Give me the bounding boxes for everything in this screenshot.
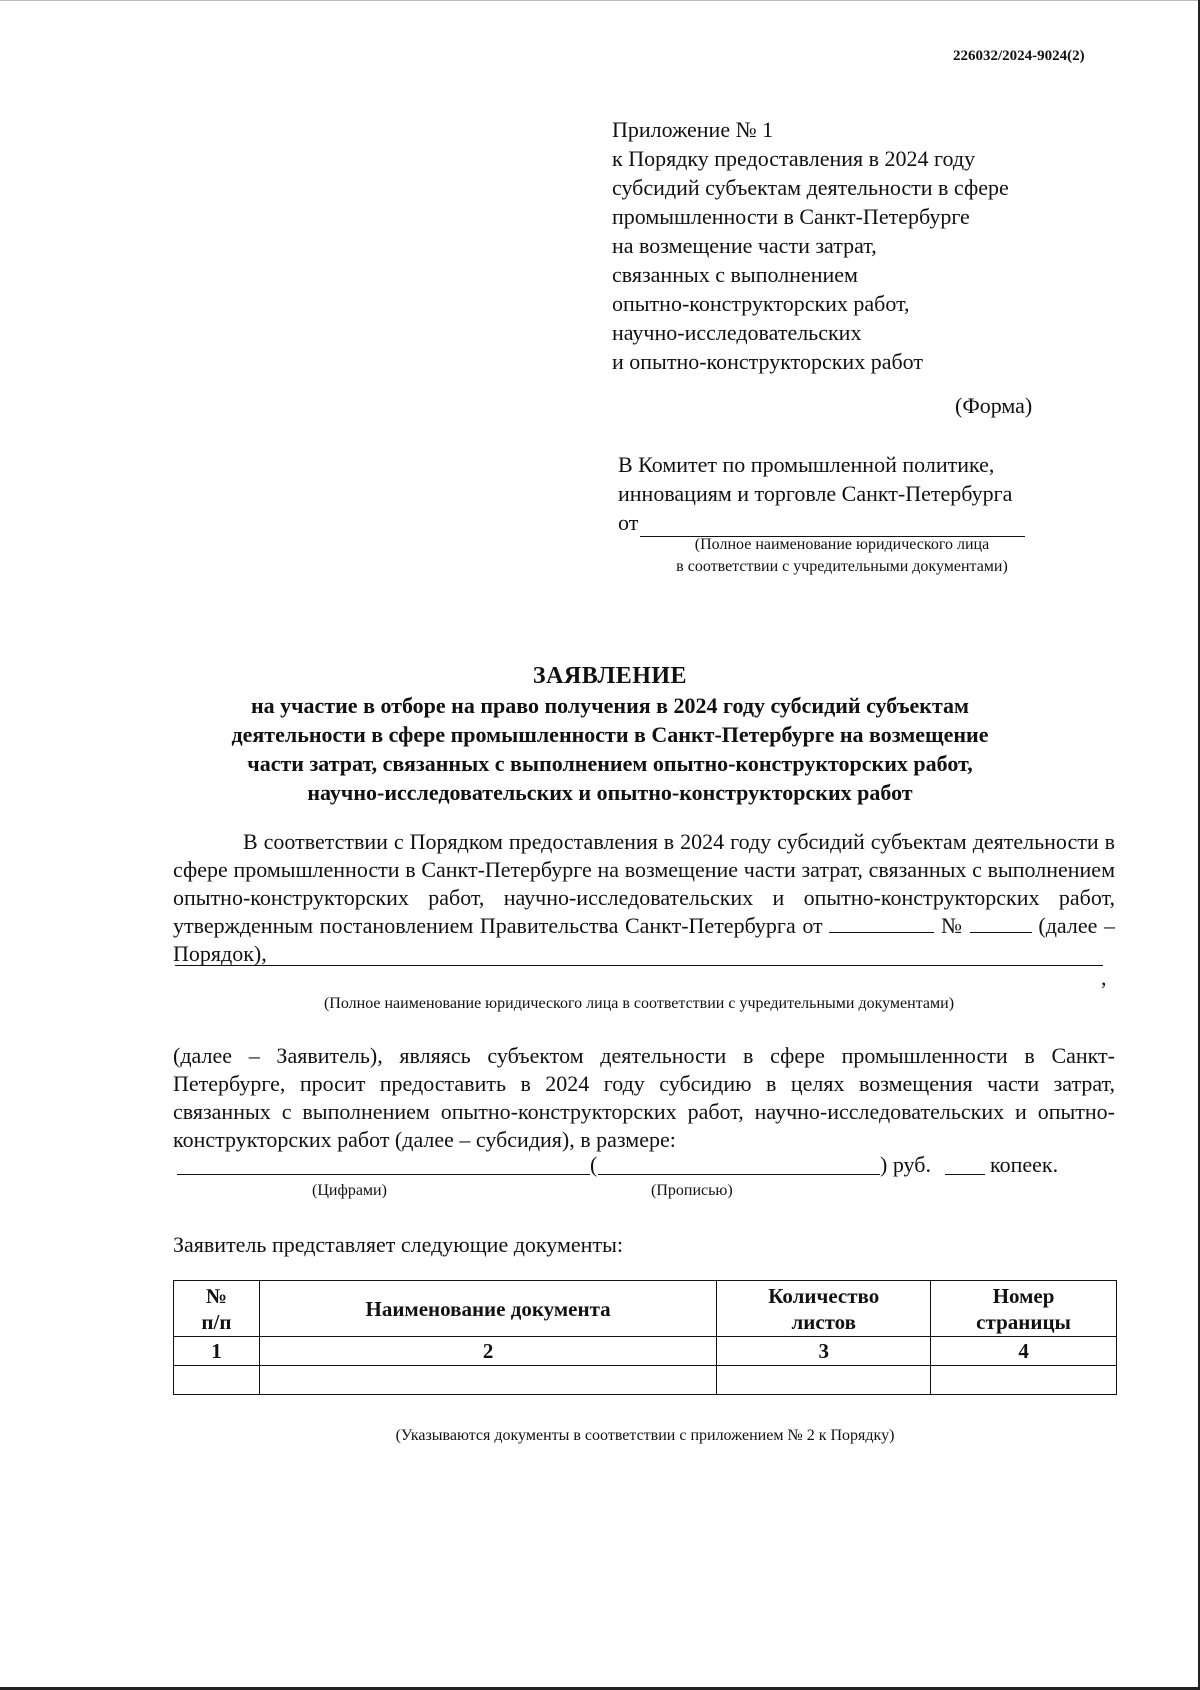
decree-date-field[interactable] [829, 912, 934, 933]
from-row [618, 508, 1098, 537]
appendix-line: к Порядку предоставления в 2024 году [612, 146, 976, 171]
documents-table [173, 1280, 1117, 1395]
amount-digits-field[interactable] [177, 1174, 590, 1175]
appendix-line: и опытно-конструкторских работ [612, 349, 923, 374]
appendix-block [612, 115, 1132, 376]
decree-number-field[interactable] [970, 912, 1032, 933]
kop-label: копеек. [990, 1152, 1059, 1177]
scan-edge-top [0, 0, 1200, 1]
number-sign: № [940, 913, 964, 938]
paragraph-1-text: В соответствии с Порядком предоставления в 2024 году субсидий субъектам деятельности в сфере промышленности в Санкт-Петербурге на возмещение части затрат, связанных с выполнением опытно-конструкторских работ, научно-исследовательских и опытно-конструкторских работ, утвержденным постановлением Правительства Санкт-Петербурга от [173, 829, 1115, 938]
heading-line: научно-исследовательских и опытно-конструкторских работ [307, 780, 913, 805]
table-header-row [174, 1281, 1117, 1337]
addressee-caption [612, 534, 1072, 578]
rub-label: ) руб. [880, 1152, 931, 1177]
table-row [174, 1337, 1117, 1366]
table-row [174, 1366, 1117, 1395]
appendix-line: опытно-конструкторских работ, [612, 291, 910, 316]
appendix-line: субсидий субъектам деятельности в сфере [612, 175, 1009, 200]
digits-caption: (Цифрами) [312, 1182, 387, 1199]
appendix-line: на возмещение части затрат, [612, 233, 877, 258]
table-cell: 4 [931, 1337, 1117, 1366]
heading-line: деятельности в сфере промышленности в Санкт-Петербурге на возмещение [231, 722, 989, 747]
document-title: ЗАЯВЛЕНИЕ [532, 663, 688, 689]
kopeck-field[interactable] [945, 1174, 985, 1175]
amount-open-paren: ( [590, 1152, 598, 1177]
header-page-number [931, 1281, 1117, 1337]
header-sheet-count [717, 1281, 931, 1337]
header-doc-name-label: Наименование документа [365, 1296, 611, 1321]
form-label: (Форма) [955, 393, 1033, 418]
paragraph-2: (далее – Заявитель), являясь субъектом деятельности в сфере промышленности в Санкт-Петербурге, просит предоставить в 2024 году субсидию в целях возмещения части затрат, связанных с выполнением опытно-конструкторских работ, научно-исследовательских и опытно-конструкторских работ (далее – субсидия), в размере: [173, 1043, 1115, 1152]
addressee-line-2: инновациям и торговле Санкт-Петербурга [618, 481, 1013, 506]
amount-words-field[interactable] [598, 1174, 880, 1175]
header-number-line-2: п/п [201, 1309, 232, 1334]
document-heading [160, 662, 1060, 807]
header-sheet-count-line-2: листов [791, 1309, 856, 1334]
addressee-block [618, 450, 1098, 537]
entity-name-field[interactable] [175, 965, 1103, 966]
heading-line: на участие в отборе на право получения в 2024 году субсидий субъектам [250, 693, 970, 718]
from-label: от [618, 510, 639, 535]
heading-line: части затрат, связанных с выполнением опытно-конструкторских работ, [247, 751, 973, 776]
header-number-line-1: № [205, 1283, 227, 1308]
table-cell-empty[interactable] [717, 1366, 931, 1395]
appendix-line: научно-исследовательских [612, 320, 862, 345]
documents-caption: (Указываются документы в соответствии с приложением № 2 к Порядку) [395, 1427, 895, 1444]
appendix-line: связанных с выполнением [612, 262, 858, 287]
header-sheet-count-line-1: Количество [768, 1283, 880, 1308]
entity-name-comma: , [1101, 965, 1107, 990]
document-number: 226032/2024-9024(2) [953, 48, 1085, 64]
entity-name-caption: (Полное наименование юридического лица в соответствии с учредительными документами) [323, 995, 955, 1012]
appendix-line: промышленности в Санкт-Петербурге [612, 204, 970, 229]
header-page-number-line-2: страницы [976, 1309, 1071, 1334]
addressee-caption-line-1: (Полное наименование юридического лица [694, 536, 990, 553]
paragraph-1-tail: (далее – Порядок), [173, 913, 1116, 966]
table-cell: 2 [259, 1337, 716, 1366]
addressee-caption-line-2: в соответствии с учредительными документами) [676, 558, 1008, 575]
paragraph-1 [173, 828, 1115, 968]
header-page-number-line-1: Номер [992, 1283, 1055, 1308]
table-cell-empty[interactable] [174, 1366, 260, 1395]
appendix-line: Приложение № 1 [612, 117, 774, 142]
header-number [174, 1281, 260, 1337]
documents-intro: Заявитель представляет следующие документы: [173, 1232, 623, 1257]
table-cell: 3 [717, 1337, 931, 1366]
table-cell: 1 [174, 1337, 260, 1366]
table-cell-empty[interactable] [931, 1366, 1117, 1395]
header-doc-name [259, 1281, 716, 1337]
addressee-line-1: В Комитет по промышленной политике, [618, 452, 995, 477]
words-caption: (Прописью) [651, 1182, 733, 1199]
table-cell-empty[interactable] [259, 1366, 716, 1395]
